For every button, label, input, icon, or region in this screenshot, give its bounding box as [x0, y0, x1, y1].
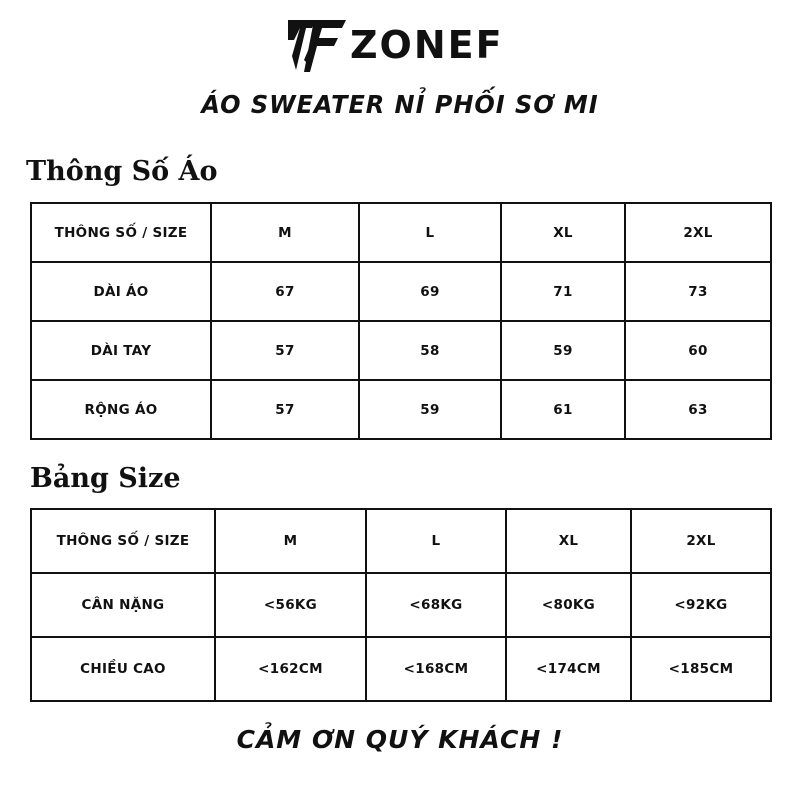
header-cell: L — [359, 203, 501, 262]
table-cell: 58 — [359, 321, 501, 380]
table-cell: <162CM — [215, 637, 366, 701]
header-cell: XL — [501, 203, 625, 262]
table-cell: 67 — [211, 262, 359, 321]
product-title: ÁO SWEATER NỈ PHỐI SƠ MI — [201, 90, 599, 119]
table-cell: 60 — [625, 321, 771, 380]
table-cell: <56KG — [215, 573, 366, 637]
table-cell: 69 — [359, 262, 501, 321]
header-cell: L — [366, 509, 506, 573]
table-cell: 57 — [211, 380, 359, 439]
brand-logo — [286, 16, 504, 74]
thank-you-message: CẢM ƠN QUÝ KHÁCH ! — [236, 725, 564, 754]
table-cell: 71 — [501, 262, 625, 321]
table-cell: <168CM — [366, 637, 506, 701]
brand-name: ZONEF — [350, 23, 504, 67]
header-cell: 2XL — [631, 509, 771, 573]
table-cell: <174CM — [506, 637, 631, 701]
table-cell: <185CM — [631, 637, 771, 701]
row-label: DÀI ÁO — [31, 262, 211, 321]
table-cell: 57 — [211, 321, 359, 380]
size-table-title: Bảng Size — [30, 463, 181, 494]
row-label: CHIỀU CAO — [31, 637, 215, 701]
row-label: DÀI TAY — [31, 321, 211, 380]
table-row — [31, 573, 771, 637]
table-header-row — [31, 509, 771, 573]
header-cell: 2XL — [625, 203, 771, 262]
table-cell: 59 — [359, 380, 501, 439]
header-cell: XL — [506, 509, 631, 573]
table-cell: <68KG — [366, 573, 506, 637]
table-row — [31, 321, 771, 380]
header-cell: M — [211, 203, 359, 262]
zf-monogram-icon — [286, 16, 348, 74]
table-cell: 73 — [625, 262, 771, 321]
header-cell: THÔNG SỐ / SIZE — [31, 509, 215, 573]
table-row — [31, 637, 771, 701]
row-label: RỘNG ÁO — [31, 380, 211, 439]
size-table — [30, 508, 772, 702]
spec-table-title: Thông Số Áo — [26, 156, 218, 187]
header-cell: M — [215, 509, 366, 573]
table-cell: <80KG — [506, 573, 631, 637]
table-cell: <92KG — [631, 573, 771, 637]
table-header-row — [31, 203, 771, 262]
table-row — [31, 262, 771, 321]
header-cell: THÔNG SỐ / SIZE — [31, 203, 211, 262]
table-cell: 61 — [501, 380, 625, 439]
table-cell: 63 — [625, 380, 771, 439]
table-row — [31, 380, 771, 439]
row-label: CÂN NẶNG — [31, 573, 215, 637]
table-cell: 59 — [501, 321, 625, 380]
spec-table — [30, 202, 772, 440]
